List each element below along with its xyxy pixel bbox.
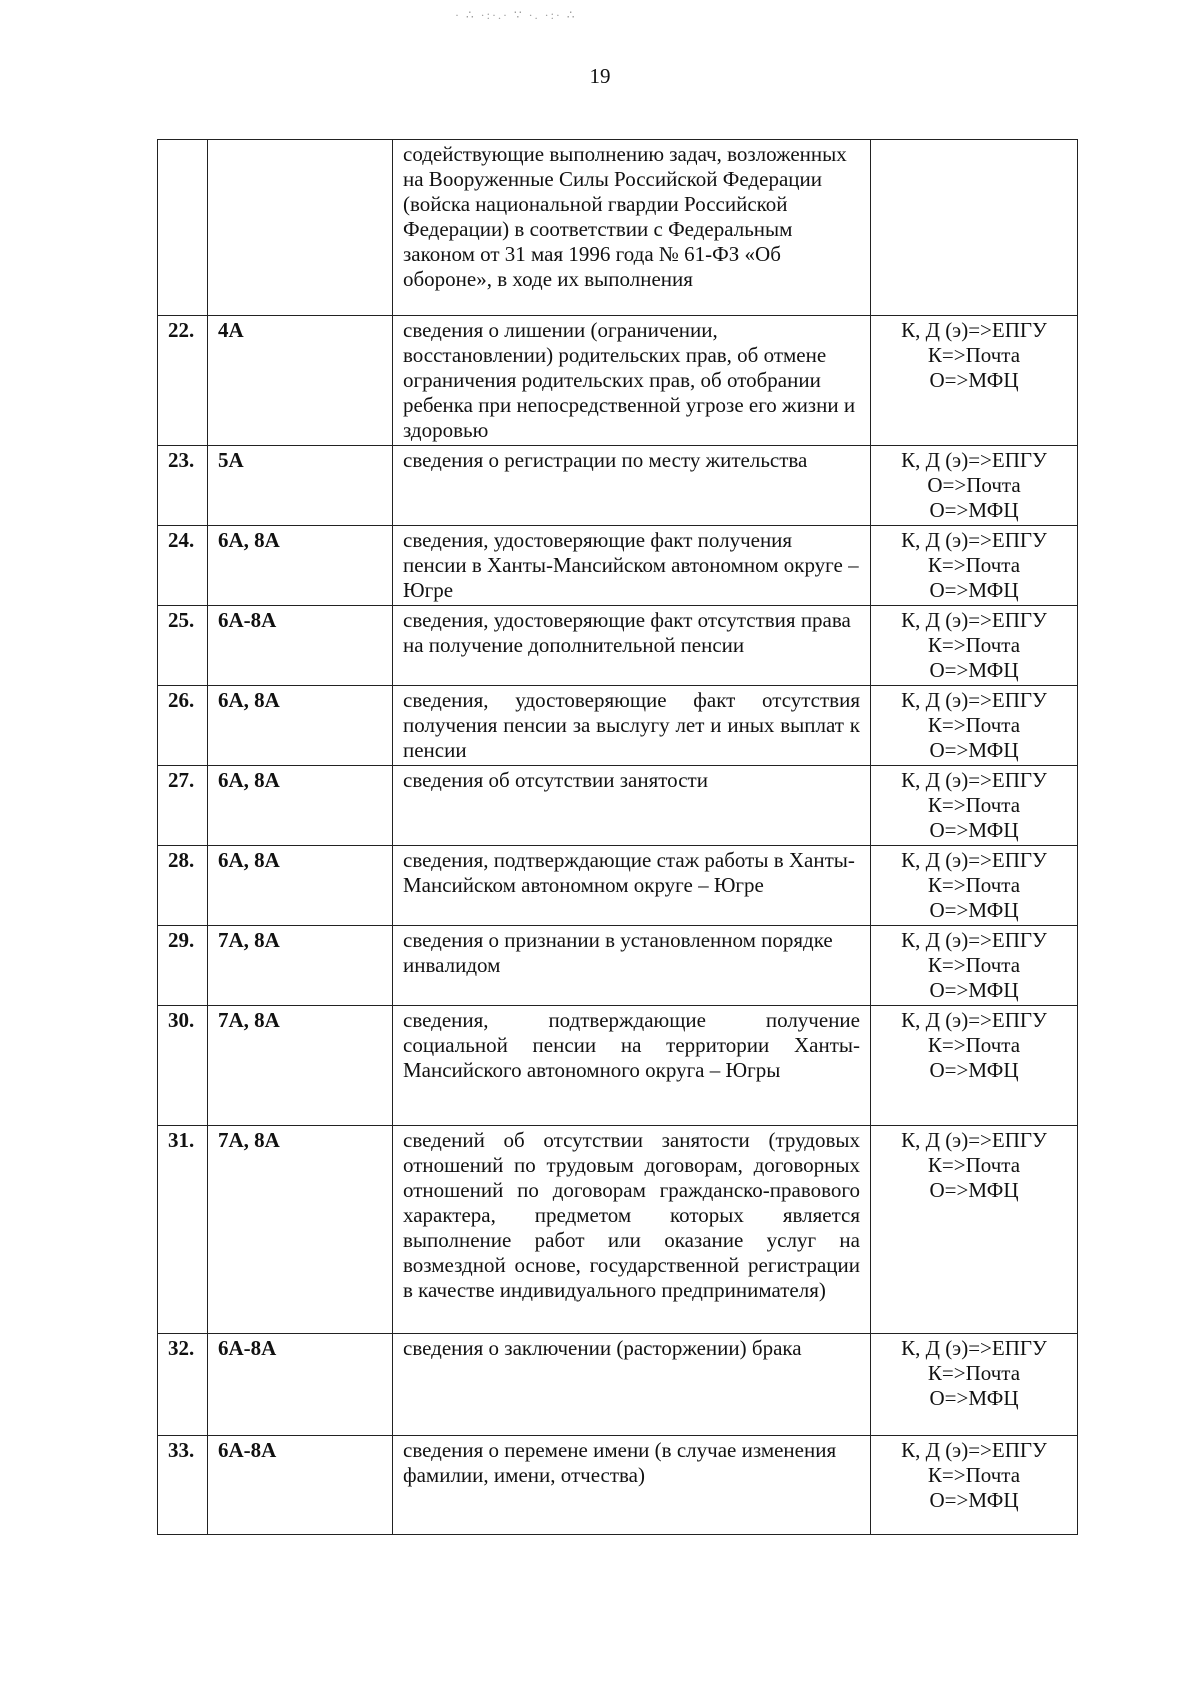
- row-description: сведения, удостоверяющие факт отсутствия получения пенсии за выслугу лет и иных выплат к пенсии: [393, 686, 871, 766]
- channel-mfc: О=>МФЦ: [929, 978, 1019, 1002]
- channel-post: К=>Почта: [927, 1361, 1021, 1385]
- channel-mfc: О=>МФЦ: [929, 498, 1019, 522]
- channel-mfc: О=>МФЦ: [929, 898, 1019, 922]
- documents-table: [157, 139, 1078, 1535]
- row-code: 6А-8А: [208, 1334, 393, 1436]
- channel-post: К=>Почта: [927, 553, 1021, 577]
- row-code: [208, 140, 393, 316]
- channel-post: К=>Почта: [927, 1463, 1021, 1487]
- page-number: 19: [589, 64, 611, 88]
- row-description: сведения о признании в установленном порядке инвалидом: [393, 926, 871, 1006]
- row-number: 29.: [158, 926, 208, 1006]
- row-code: 4А: [208, 316, 393, 446]
- row-description: сведения о заключении (расторжении) брака: [393, 1334, 871, 1436]
- row-code: 6А, 8А: [208, 846, 393, 926]
- row-channels: [871, 766, 1078, 846]
- channel-post: К=>Почта: [927, 713, 1021, 737]
- table-row: [158, 846, 1078, 926]
- channel-mfc: О=>МФЦ: [929, 1386, 1019, 1410]
- row-code: 7А, 8А: [208, 926, 393, 1006]
- channel-post: К=>Почта: [927, 1033, 1021, 1057]
- channel-post: К=>Почта: [927, 343, 1021, 367]
- row-number: 31.: [158, 1126, 208, 1334]
- row-channels: [871, 1334, 1078, 1436]
- table-row: [158, 1334, 1078, 1436]
- table-row: [158, 1006, 1078, 1126]
- channel-epgu: К, Д (э)=>ЕПГУ: [901, 848, 1047, 872]
- row-code: 6А, 8А: [208, 686, 393, 766]
- row-description: сведения о лишении (ограничении, восстановлении) родительских прав, об отмене ограничения родительских прав, об отобрании ребенка при непосредственной угрозе его жизни и здоровью: [393, 316, 871, 446]
- row-number: 28.: [158, 846, 208, 926]
- row-number: 27.: [158, 766, 208, 846]
- channel-epgu: К, Д (э)=>ЕПГУ: [901, 768, 1047, 792]
- row-channels: [871, 606, 1078, 686]
- row-channels: [871, 1126, 1078, 1334]
- channel-mfc: О=>МФЦ: [929, 658, 1019, 682]
- table-row: [158, 526, 1078, 606]
- row-description: сведения, удостоверяющие факт отсутствия права на получение дополнительной пенсии: [393, 606, 871, 686]
- channel-epgu: К, Д (э)=>ЕПГУ: [901, 528, 1047, 552]
- channel-mfc: О=>МФЦ: [929, 1058, 1019, 1082]
- row-number: [158, 140, 208, 316]
- row-description: сведения, подтверждающие получение социальной пенсии на территории Ханты-Мансийского автономного округа – Югры: [393, 1006, 871, 1126]
- row-description: сведений об отсутствии занятости (трудовых отношений по трудовым договорам, договорных отношений по договорам гражданско-правового характера, предметом которых является выполнение работ или оказание услуг на возмездной основе, государственной регистрации в качестве индивидуального предпринимателя): [393, 1126, 871, 1334]
- row-number: 30.: [158, 1006, 208, 1126]
- row-description: сведения о перемене имени (в случае изменения фамилии, имени, отчества): [393, 1436, 871, 1535]
- row-code: 5А: [208, 446, 393, 526]
- table-row: [158, 926, 1078, 1006]
- row-number: 22.: [158, 316, 208, 446]
- table-row: [158, 686, 1078, 766]
- row-channels: [871, 846, 1078, 926]
- row-number: 25.: [158, 606, 208, 686]
- channel-mfc: О=>МФЦ: [929, 578, 1019, 602]
- table-row: [158, 766, 1078, 846]
- scan-artifact: · ∴ ·:·.· ∵ ·. ·:· ∴: [455, 8, 577, 22]
- table-row: [158, 1436, 1078, 1535]
- row-code: 7А, 8А: [208, 1006, 393, 1126]
- row-number: 24.: [158, 526, 208, 606]
- row-number: 33.: [158, 1436, 208, 1535]
- channel-post: К=>Почта: [927, 953, 1021, 977]
- row-number: 32.: [158, 1334, 208, 1436]
- channel-post: К=>Почта: [927, 793, 1021, 817]
- row-channels: [871, 526, 1078, 606]
- channel-epgu: К, Д (э)=>ЕПГУ: [901, 688, 1047, 712]
- row-number: 23.: [158, 446, 208, 526]
- row-code: 6А-8А: [208, 1436, 393, 1535]
- table-row: [158, 1126, 1078, 1334]
- channel-epgu: К, Д (э)=>ЕПГУ: [901, 318, 1047, 342]
- row-channels: [871, 316, 1078, 446]
- row-number: 26.: [158, 686, 208, 766]
- row-code: 6А, 8А: [208, 766, 393, 846]
- channel-epgu: К, Д (э)=>ЕПГУ: [901, 1336, 1047, 1360]
- row-channels: [871, 926, 1078, 1006]
- row-channels: [871, 686, 1078, 766]
- channel-post: К=>Почта: [927, 633, 1021, 657]
- channel-post: К=>Почта: [927, 1153, 1021, 1177]
- row-channels: [871, 140, 1078, 316]
- row-code: 7А, 8А: [208, 1126, 393, 1334]
- channel-epgu: К, Д (э)=>ЕПГУ: [901, 928, 1047, 952]
- channel-epgu: К, Д (э)=>ЕПГУ: [901, 1438, 1047, 1462]
- channel-epgu: К, Д (э)=>ЕПГУ: [901, 448, 1047, 472]
- channel-mfc: О=>МФЦ: [929, 738, 1019, 762]
- row-description: сведения, подтверждающие стаж работы в Ханты-Мансийском автономном округе – Югре: [393, 846, 871, 926]
- row-description: сведения об отсутствии занятости: [393, 766, 871, 846]
- channel-mfc: О=>МФЦ: [929, 1488, 1019, 1512]
- table-row: [158, 316, 1078, 446]
- channel-post: О=>Почта: [927, 473, 1021, 497]
- table-row: [158, 140, 1078, 316]
- channel-mfc: О=>МФЦ: [929, 818, 1019, 842]
- row-code: 6А, 8А: [208, 526, 393, 606]
- channel-epgu: К, Д (э)=>ЕПГУ: [901, 1128, 1047, 1152]
- channel-mfc: О=>МФЦ: [929, 368, 1019, 392]
- row-channels: [871, 446, 1078, 526]
- row-channels: [871, 1006, 1078, 1126]
- row-description: сведения, удостоверяющие факт получения пенсии в Ханты-Мансийском автономном округе – Югре: [393, 526, 871, 606]
- channel-epgu: К, Д (э)=>ЕПГУ: [901, 608, 1047, 632]
- channel-post: К=>Почта: [927, 873, 1021, 897]
- row-description: сведения о регистрации по месту жительства: [393, 446, 871, 526]
- row-channels: [871, 1436, 1078, 1535]
- row-code: 6А-8А: [208, 606, 393, 686]
- table-row: [158, 446, 1078, 526]
- row-description: содействующие выполнению задач, возложенных на Вооруженные Силы Российской Федерации (войска национальной гвардии Российской Федерации) в соответствии с Федеральным законом от 31 мая 1996 года № 61-ФЗ «Об обороне», в ходе их выполнения: [393, 140, 871, 316]
- channel-mfc: О=>МФЦ: [929, 1178, 1019, 1202]
- table-row: [158, 606, 1078, 686]
- channel-epgu: К, Д (э)=>ЕПГУ: [901, 1008, 1047, 1032]
